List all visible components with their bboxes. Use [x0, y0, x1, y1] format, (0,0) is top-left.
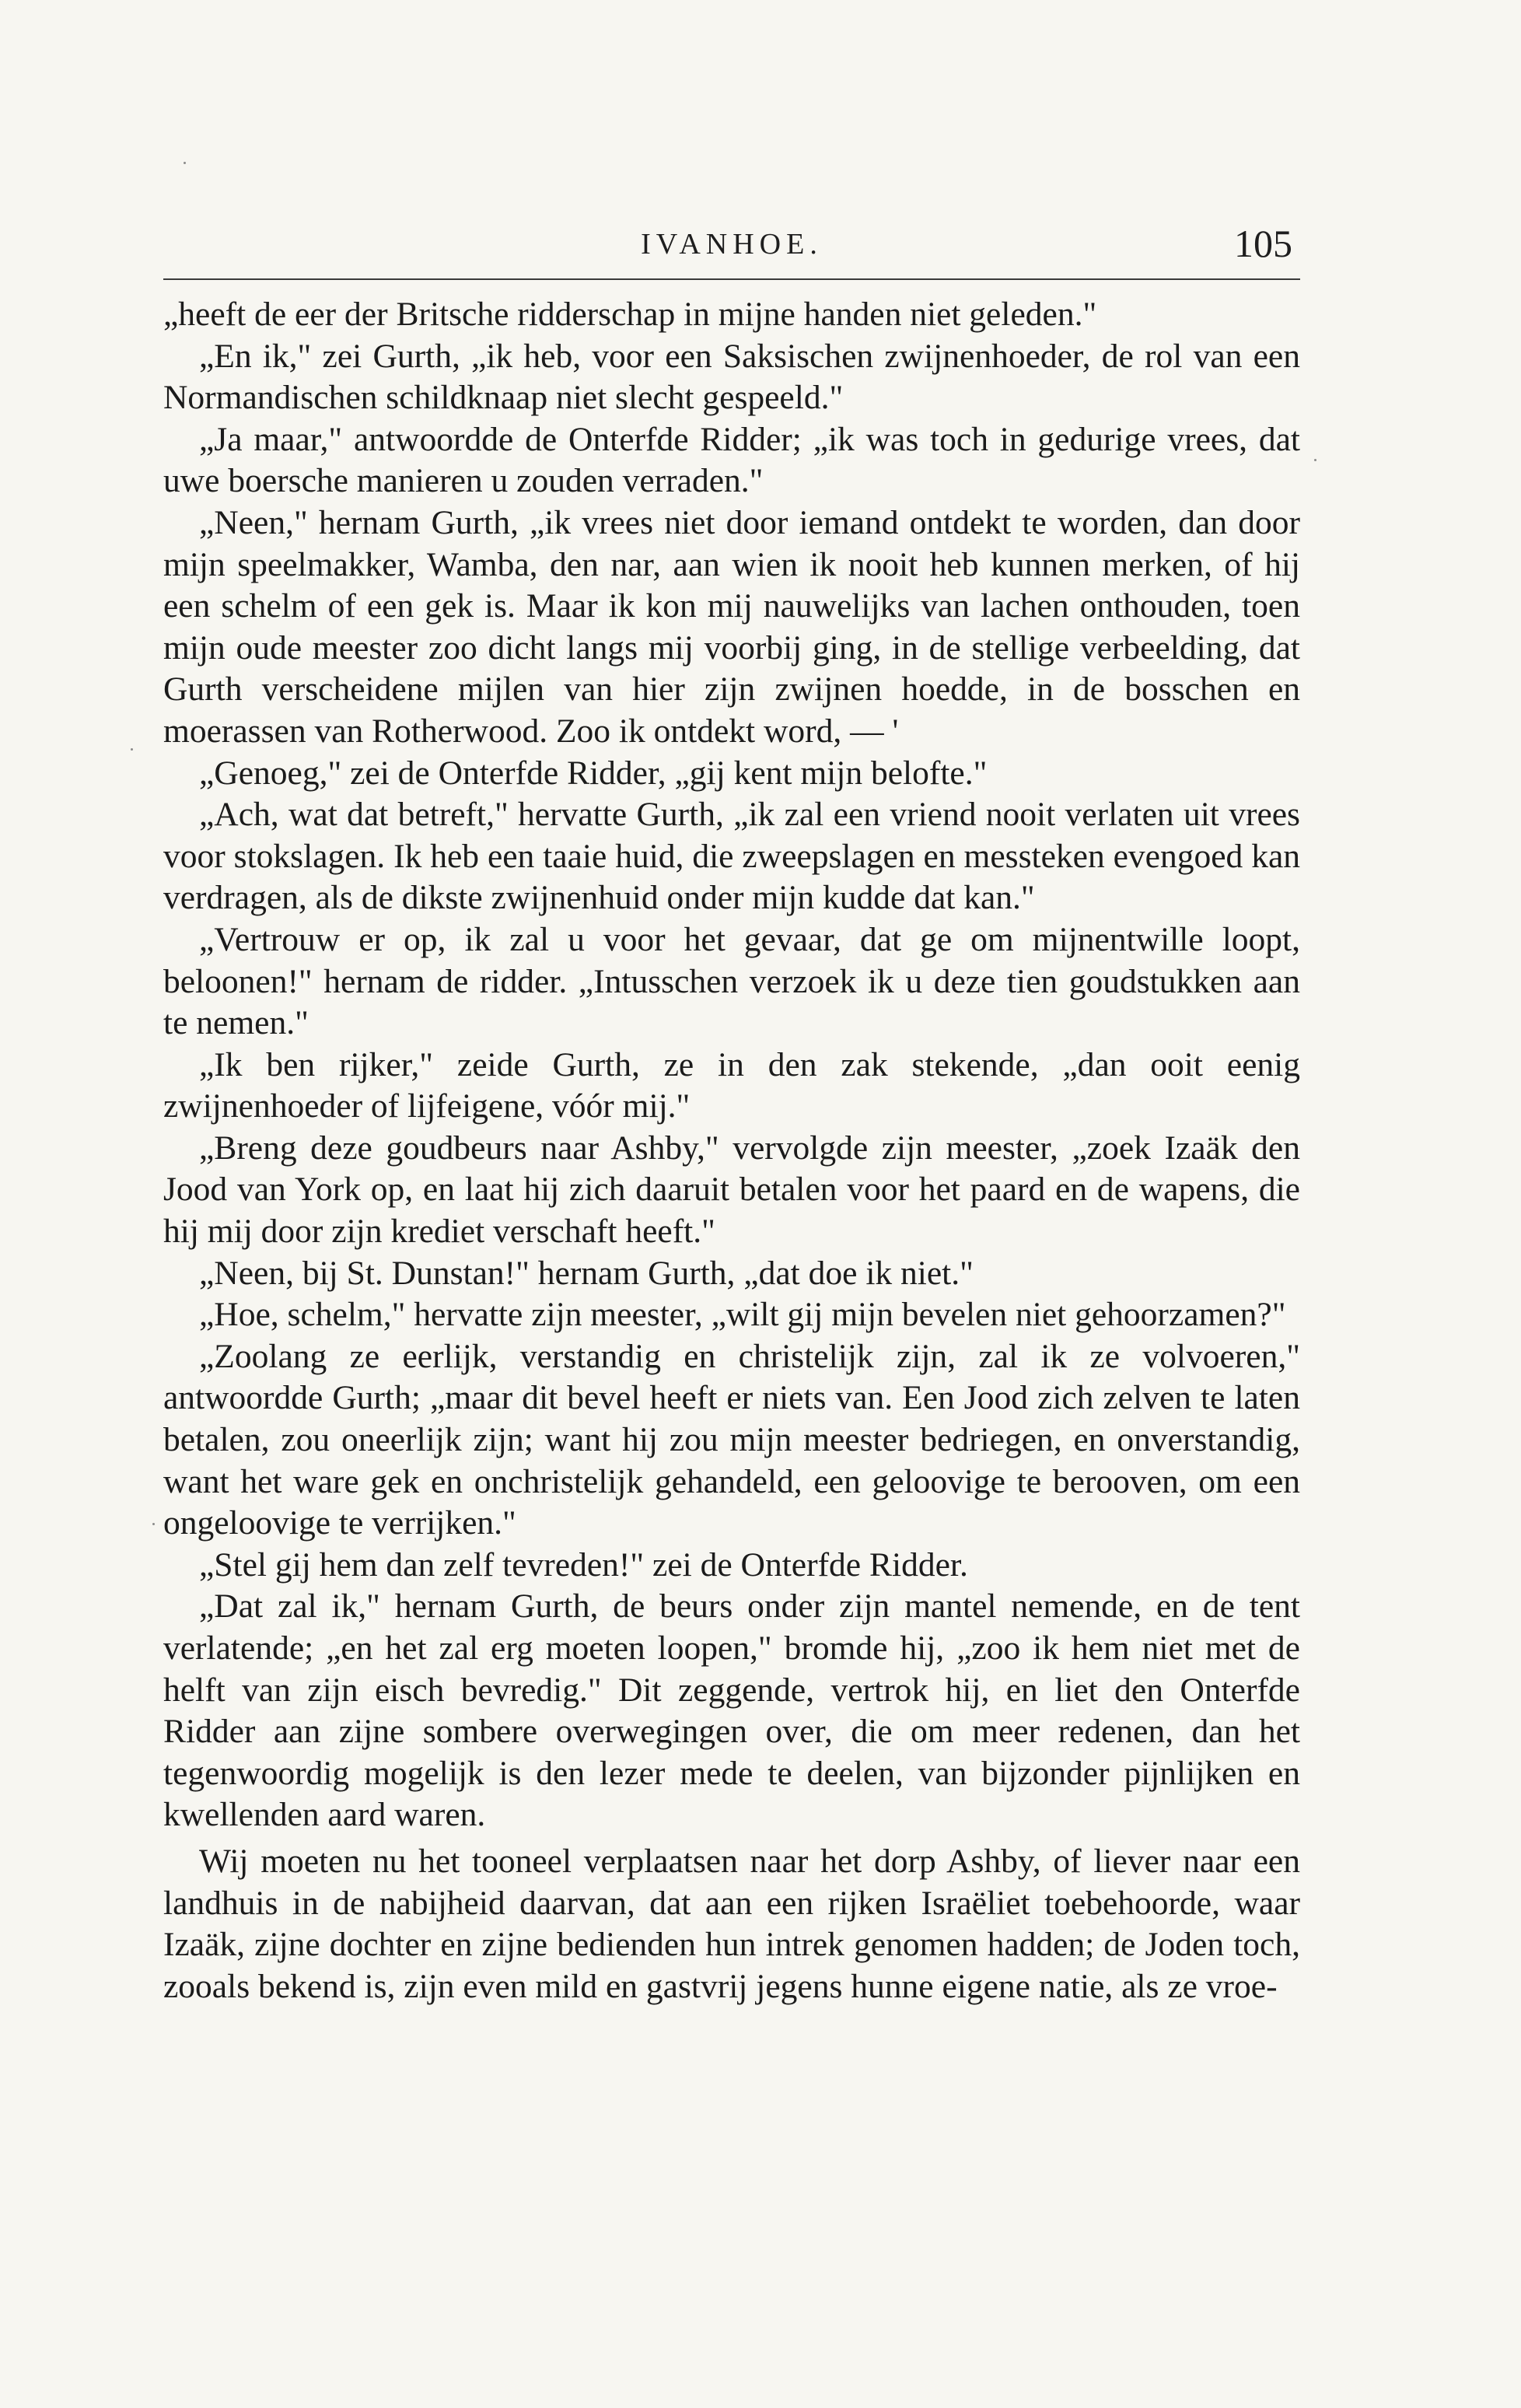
page-number: 105 — [1234, 222, 1292, 265]
paragraph: „Hoe, schelm," hervatte zijn meester, „wilt gij mijn bevelen niet gehoorzamen?" — [199, 1296, 1286, 1334]
paragraph: „Neen, bij St. Dunstan!" hernam Gurth, „dat doe ik niet." — [199, 1254, 974, 1292]
page-speck — [184, 162, 186, 164]
paragraph: „Ach, wat dat betreft," hervatte Gurth, „ik zal een vriend nooit verlaten uit vrees voor stokslagen. Ik heb een taaie huid, die zweepslagen en messteken evengoed kan verdragen, als de dikste zwijnenhuid onder mijn kudde dat kan." — [163, 796, 1300, 917]
page-speck — [1314, 459, 1316, 461]
header-rule — [163, 278, 1300, 280]
book-page — [163, 219, 1300, 2007]
running-title: IVANHOE. — [641, 228, 823, 261]
paragraph: „Neen," hernam Gurth, „ik vrees niet door iemand ontdekt te worden, dan door mijn speelmakker, Wamba, den nar, aan wien ik nooit heb kunnen merken, of hij een schelm of een gek is. Maar ik kon mij nauwelijks van lachen onthouden, toen mijn oude meester zoo dicht langs mij voorbij ging, in de stellige verbeelding, dat Gurth verscheidene mijlen van hier zijn zwijnen hoedde, in de bosschen en moerassen van Rotherwood. Zoo ik ontdekt word, — ' — [163, 503, 1300, 750]
paragraph: „Vertrouw er op, ik zal u voor het gevaar, dat ge om mijnentwille loopt, beloonen!" hernam de ridder. „Intusschen verzoek ik u deze tien goudstukken aan te nemen." — [163, 920, 1300, 1042]
paragraph: „Breng deze goudbeurs naar Ashby," vervolgde zijn meester, „zoek Izaäk den Jood van York op, en laat hij zich daaruit betalen voor het paard en de wapens, die hij mij door zijn krediet verschaft heeft." — [163, 1129, 1300, 1251]
page-speck — [131, 748, 133, 751]
body-text — [163, 294, 1300, 2007]
paragraph: „Zoolang ze eerlijk, verstandig en christelijk zijn, zal ik ze volvoeren," antwoordde Gurth; „maar dit bevel heeft er niets van. Een Jood zich zelven te laten betalen, zou oneerlijk zijn; want hij zou mijn meester bedriegen, en onverstandig, want het ware gek en onchristelijk gehandeld, een geloovige te berooven, om een ongeloovige te verrijken." — [163, 1337, 1300, 1542]
page-speck — [152, 1523, 155, 1525]
page-header — [163, 219, 1300, 275]
paragraph: „Ik ben rijker," zeide Gurth, ze in den zak stekende, „dan ooit eenig zwijnenhoeder of lijfeigene, vóór mij." — [163, 1045, 1300, 1125]
paragraph: „Genoeg," zei de Onterfde Ridder, „gij kent mijn belofte." — [199, 754, 988, 792]
paragraph: „Stel gij hem dan zelf tevreden!" zei de Onterfde Ridder. — [199, 1545, 968, 1584]
paragraph: Wij moeten nu het tooneel verplaatsen naar het dorp Ashby, of liever naar een landhuis in de nabijheid daarvan, dat aan een rijken Israëliet toebehoorde, waar Izaäk, zijne dochter en zijne bedienden hun intrek genomen hadden; de Joden toch, zooals bekend is, zijn even mild en gastvrij jegens hunne eigene natie, als ze vroe- — [163, 1842, 1300, 2005]
paragraph: „Dat zal ik," hernam Gurth, de beurs onder zijn mantel nemende, en de tent verlatende; „en het zal erg moeten loopen," bromde hij, „zoo ik hem niet met de helft van zijn eisch bevredig." Dit zeggende, vertrok hij, en liet den Onterfde Ridder aan zijne sombere overwegingen over, die om meer redenen, dan het tegenwoordig mogelijk is den lezer mede te deelen, van bijzonder pijnlijken en kwellenden aard waren. — [163, 1587, 1300, 1834]
paragraph: „heeft de eer der Britsche ridderschap in mijne handen niet geleden." — [163, 296, 1097, 333]
paragraph: „Ja maar," antwoordde de Onterfde Ridder; „ik was toch in gedurige vrees, dat uwe boersche manieren u zouden verraden." — [163, 420, 1300, 500]
paragraph: „En ik," zei Gurth, „ik heb, voor een Saksischen zwijnenhoeder, de rol van een Normandischen schildknaap niet slecht gespeeld." — [163, 337, 1300, 417]
